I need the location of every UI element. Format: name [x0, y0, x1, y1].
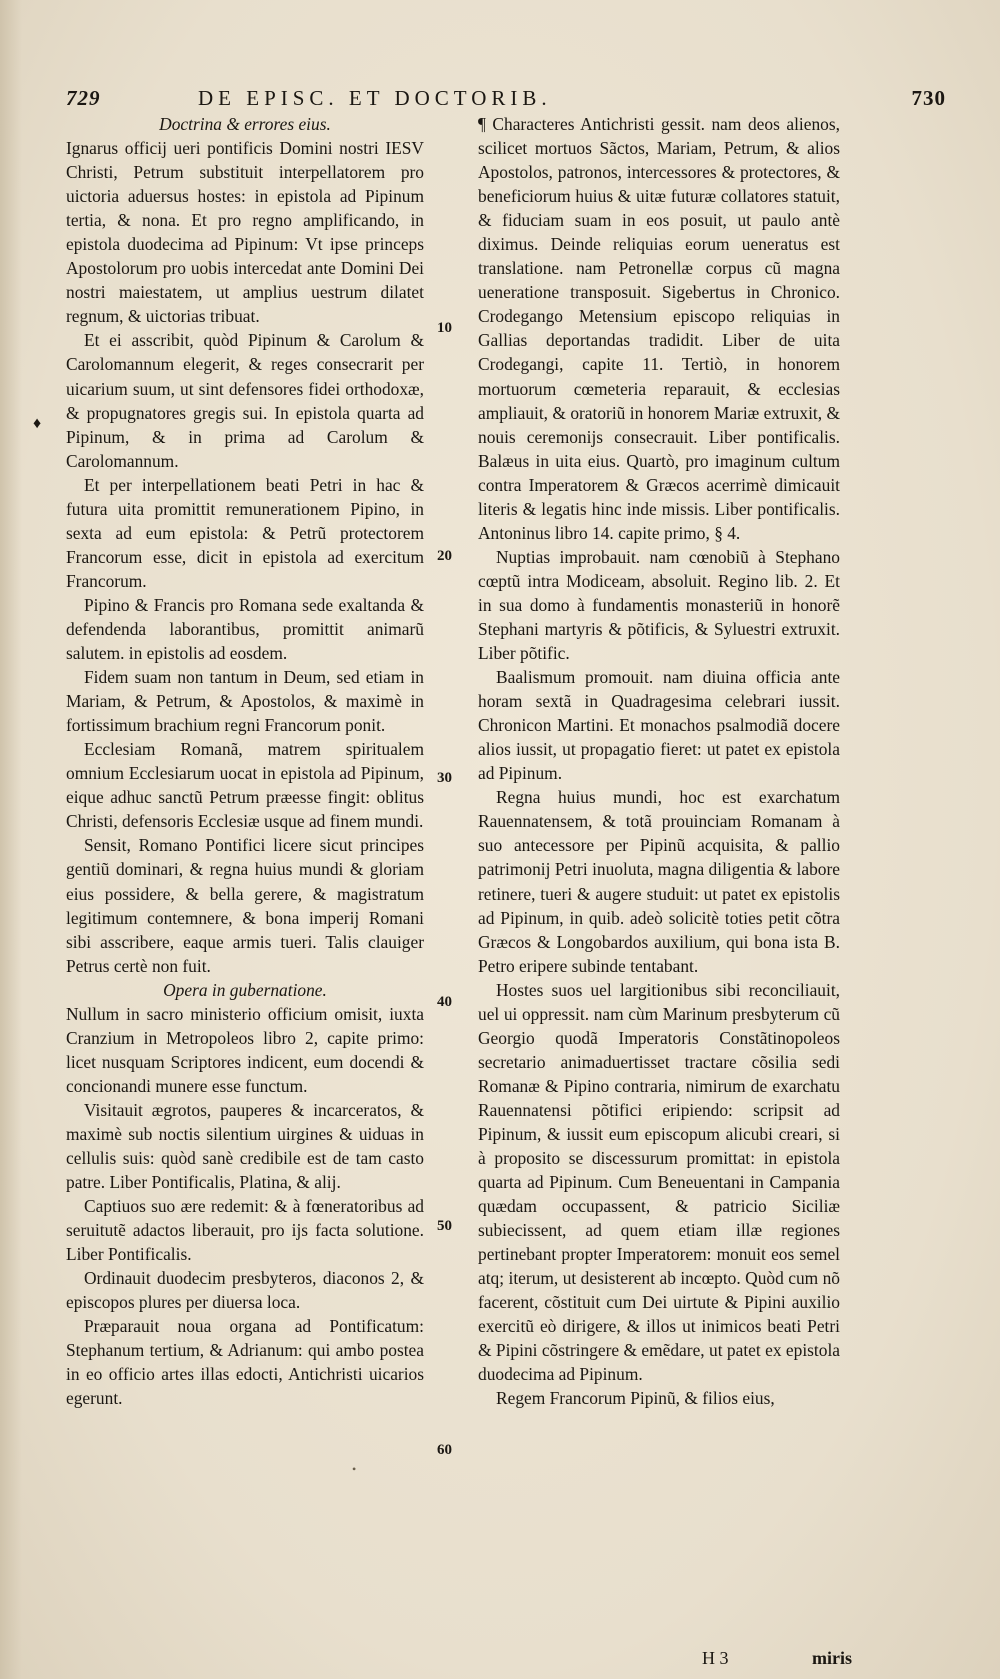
page-number-left: 729	[66, 86, 101, 110]
line-number: 60	[437, 1442, 452, 1458]
line-number: 50	[437, 1218, 452, 1234]
paragraph: Regna huius mundi, hoc est exarchatum Rauennatensem, & totã prouinciam Romanam à suo antecessore per Pipinũ acquisita, & pallio patrimonij Petri inuoluta, magna diligentia & labore retinere, tueri & augere studuit: ut patet ex epistolis ad Pipinum, in quib. adeò solicitè toties petit cõtra Græcos & Longobardos auxilium, qui bona ista B. Petro eripere subinde tentabant.	[478, 787, 840, 976]
paragraph: Baalismum promouit. nam diuina officia ante horam sextã in Quadragesima celebrari iussit. Chronicon Martini. Et monachos psalmodiã docere alios iussit, ut propagatio fieret: ut patet ex epistola ad Pipinum.	[478, 667, 840, 784]
running-title: DE EPISC. ET DOCTORIB.	[198, 86, 552, 110]
line-number: 20	[437, 548, 452, 564]
paragraph: Ignarus officij ueri pontificis Domini nostri IESV Christi, Petrum substituit interpellatorem pro uictoria aduersus hostes: in epistola ad Pipinum tertia, & nona. Et pro regno amplificando, in epistola duodecima ad Pipinum: Vt ipse princeps Apostolorum pro uobis intercedat ante Domini Dei nostri maiestatem, ut amplius uestrum dilatet regnum, & uictorias tribuat.	[66, 138, 424, 327]
paragraph: Et per interpellationem beati Petri in hac & futura uita promittit remunerationem Pipino, in sexta ad eum epistola: & Petrũ protectorem Francorum esse, dicit in epistola ad exercitum Francorum.	[66, 474, 424, 591]
line-number: 40	[437, 994, 452, 1010]
left-column	[66, 112, 424, 1411]
gutter-shadow	[0, 0, 22, 1679]
section-heading: Opera in gubernatione.	[163, 979, 327, 1000]
line-number: 10	[437, 320, 452, 336]
line-number: 30	[437, 770, 452, 786]
paragraph: Visitauit ægrotos, pauperes & incarceratos, & maximè sub noctis silentium uirgines & uiduas in cellulis suis: quòd sanè credibile est de tam casto patre. Liber Pontificalis, Platina, & alij.	[66, 1099, 424, 1193]
paragraph: Ecclesiam Romanã, matrem spiritualem omnium Ecclesiarum uocat in epistola ad Pipinum, eique adhuc sanctũ Petrum præesse fingit: oblitus Christi, defensoris Ecclesiæ usque ad finem mundi.	[66, 739, 424, 832]
paragraph: Regem Francorum Pipinũ, & filios eius,	[496, 1388, 775, 1409]
paragraph: Hostes suos uel largitionibus sibi reconciliauit, uel ui oppressit. nam cùm Marinum presbyterum cũ Georgio quodã Imperatoris Constãtinopoleos secretario animaduertisset tractare cõsilia sedi Romanæ & Pipino contraria, nimirum de exarchatu Rauennatensi põtifici eripiendo: scripsit ad Pipinum, & iussit eum episcopum alicubi creari, si à proposito se discessurum promittat: in epistola quarta ad Pipinum. Cum Beneuentani in Campania quædam occupassent, & patricio Siciliæ subiecissent, ad quem etiam illæ regiones pertinebant propter Imperatorem: monuit eos semel atq; iterum, ut desisterent ab incœpto. Quòd cum nõ facerent, cõstituit cum Dei uirtute & Pipini auxilio exercitũ eò dirigere, & illos ut inimicos beati Petri & Pipini cõstringere & emẽdare, ut patet ex epistola duodecima ad Pipinum.	[478, 979, 840, 1385]
page-number-right: 730	[911, 86, 946, 110]
catchword: miris	[812, 1648, 852, 1668]
paragraph: ¶ Characteres Antichristi gessit. nam deos alienos, scilicet mortuos Sãctos, Mariam, Petrum, & alios Apostolos, patronos, intercessores & protectores, & beneficiorum huius & uitæ futuræ collatores statuit, & fiduciam suam in eos posuit, ut paulo antè diximus. Deinde reliquias eorum ueneratus est translatione. nam Petronellæ corpus cũ magna ueneratione transposuit. Sigebertus in Chronico. Crodegango Metensium episcopo reliquias in Gallias deportandas tradidit. Liber de uita Crodegangi, capite 11. Tertiò, in honorem mortuorum cœmeteria reparauit, & ecclesias ampliauit, & oratoriũ in honorem Mariæ extruxit, & nouis ceremonijs consecrauit. Liber pontificalis. Balæus in uita eius. Quartò, pro imaginum cultum contra Imperatorem & Græcos acerrimè dimicauit literis & legatis hinc inde missis. Liber pontificalis. Antoninus libro 14. capite primo, § 4.	[478, 114, 840, 543]
margin-mark-icon: ♦	[33, 415, 42, 432]
signature-mark: H 3	[702, 1648, 729, 1668]
paragraph: Præparauit noua organa ad Pontificatum: Stephanum tertium, & Adrianum: qui ambo postea in eo officio artes illas edocti, Antichristi uicarios egerunt.	[66, 1316, 424, 1409]
right-column	[478, 112, 840, 1411]
ink-speck-icon: •	[352, 1462, 357, 1476]
paragraph: Et ei asscribit, quòd Pipinum & Carolum & Carolomannum elegerit, & reges consecrarit per uicarium suum, ut sint defensores fidei orthodoxæ, & propugnatores gregis sui. In epistola quarta ad Pipinum, & in prima ad Carolum & Carolomannum.	[66, 330, 424, 471]
paragraph: Sensit, Romano Pontifici licere sicut principes gentiũ dominari, & regna huius mundi & gloriam eius possidere, & bella gerere, & magistratum legitimum contemnere, & bona imperij Romani sibi asscribere, eaque armis tueri. Talis clauiger Petrus certè non fuit.	[66, 835, 424, 976]
paragraph: Pipino & Francis pro Romana sede exaltanda & defendenda laborantibus, promittit animarũ salutem. in epistolis ad eosdem.	[66, 594, 424, 664]
paragraph: Nuptias improbauit. nam cœnobiũ à Stephano cœptũ intra Modiceam, absoluit. Regino lib. 2. Et in sua domo à fundamentis monasteriũ in honorẽ Stephani martyris & põtificis, & Syluestri extruxit. Liber põtific.	[478, 546, 840, 664]
paragraph: Captiuos suo ære redemit: & à fœneratoribus ad seruitutẽ adactos liberauit, pro ijs facta solutione. Liber Pontificalis.	[66, 1196, 424, 1265]
paragraph: Nullum in sacro ministerio officium omisit, iuxta Cranzium in Metropoleos libro 2, capite primo: licet nusquam Scriptores indicent, eum docendi & concionandi munere esse functum.	[66, 1003, 424, 1096]
section-heading: Doctrina & errores eius.	[159, 114, 331, 134]
paragraph: Ordinauit duodecim presbyteros, diaconos 2, & episcopos plures per diuersa loca.	[66, 1268, 424, 1313]
paragraph: Fidem suam non tantum in Deum, sed etiam in Mariam, & Petrum, & Apostolos, & maximè in fortissimum brachium regni Francorum ponit.	[66, 667, 424, 736]
